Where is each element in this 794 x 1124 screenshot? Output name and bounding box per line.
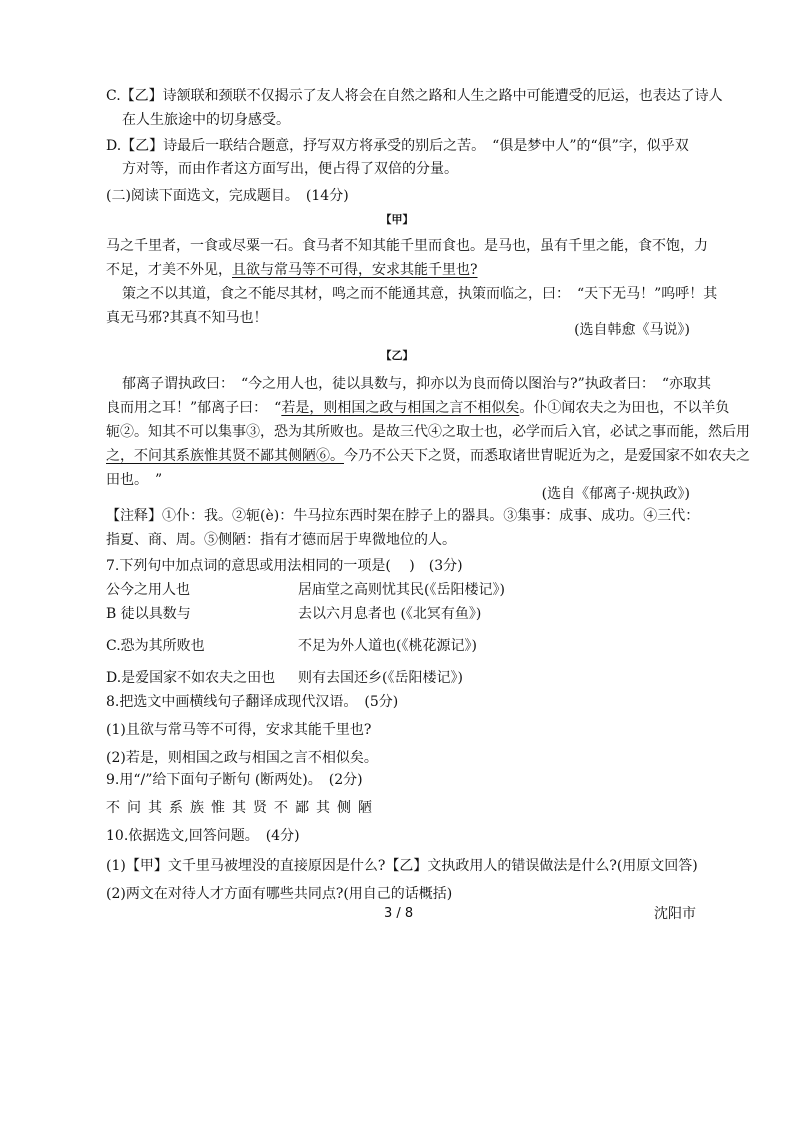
q9-stem: 9.用“/”给下面句子断句 (断两处)。 (2分) xyxy=(106,772,363,788)
passage-yi-line5: 田也。 ” xyxy=(106,472,163,488)
q7-row-b-left: B 徒以具数与 xyxy=(106,606,191,622)
q8-sentence-2: (2)若是，则相国之政与相国之言不相似矣。 xyxy=(106,750,378,766)
option-c-line1: C.【乙】诗颔联和颈联不仅揭示了友人将会在自然之路和人生之路中可能遭受的厄运，也表达了诗人 xyxy=(106,88,723,104)
passage-jia-p1-line2 xyxy=(106,260,478,280)
passage-yi-line4-text: 今乃不公天下之贤，而悉取诸世胄昵近为之，是爱国家不如农夫之 xyxy=(344,448,750,464)
passage-jia-p2-line2: 真无马邪?其真不知马也！ xyxy=(106,310,268,326)
underlined-sentence-2: 若是，则相国之政与相国之言不相似矣 xyxy=(281,400,520,416)
passage-yi-line4 xyxy=(106,446,750,466)
footer-city: 沈阳市 xyxy=(654,906,696,922)
q8-stem: 8.把选文中画横线句子翻译成现代汉语。 (5分) xyxy=(106,694,399,710)
passage-yi-source: (选自《郁离子·规执政》) xyxy=(541,486,690,502)
passage-yi-line2-text-a: 良而用之耳！”郁离子曰： “ xyxy=(106,400,282,416)
passage-yi-tag: 【乙】 xyxy=(380,349,414,362)
section-heading: (二)阅读下面选文，完成题目。 (14分) xyxy=(106,188,349,204)
passage-jia-p1-line1: 马之千里者，一食或尽粟一石。食马者不知其能千里而食也。是马也，虽有千里之能，食不饱，力 xyxy=(106,238,708,254)
underlined-sentence-3: 之，不问其系族惟其贤不鄙其侧陋⑥。 xyxy=(106,448,344,464)
underlined-sentence-1: 且欲与常马等不可得，安求其能千里也? xyxy=(232,262,478,278)
q7-row-a-right: 居庙堂之高则忧其民(《岳阳楼记》) xyxy=(298,582,505,598)
notes-line2: 指夏、商、周。⑤侧陋：指有才德而居于卑微地位的人。 xyxy=(106,532,456,548)
q9-sentence: 不问其系族惟其贤不鄙其侧陋 xyxy=(106,800,379,816)
passage-jia-tag: 【甲】 xyxy=(380,213,414,226)
q7-row-d-right: 则有去国还乡(《岳阳楼记》) xyxy=(298,670,463,686)
passage-yi-line2-text-b: 。仆①闻农夫之为田也，不以羊负 xyxy=(519,400,730,416)
passage-jia-p1-line2-text: 不足，才美不外见， xyxy=(106,262,232,278)
passage-yi-line2 xyxy=(106,398,729,418)
q7-row-c-right: 不足为外人道也(《桃花源记》) xyxy=(298,638,477,654)
q7-row-a-left: 公今之用人也 xyxy=(106,582,190,598)
passage-jia-source: (选自韩愈《马说》) xyxy=(574,322,690,338)
q8-sentence-1: (1)且欲与常马等不可得，安求其能千里也? xyxy=(106,722,372,738)
notes-line1: 【注释】①仆：我。②轭(è)：牛马拉东西时架在脖子上的器具。③集事：成事、成功。④三代： xyxy=(106,508,700,524)
passage-yi-line3: 轭②。知其不可以集事③，恐为其所败也。是故三代④之取士也，必学而后入官，必试之事而能，然后用 xyxy=(106,424,750,440)
option-d-line2: 方对等，而由作者这方面写出，便占得了双倍的分量。 xyxy=(122,161,458,177)
passage-yi-line1: 郁离子谓执政曰： “今之用人也，徒以具数与，抑亦以为良而倚以图治与?”执政者曰： “亦取其 xyxy=(122,376,711,392)
q7-row-b-right: 去以六月息者也 (《北冥有鱼》) xyxy=(298,606,482,622)
q7-stem: 7.下列句中加点词的意思或用法相同的一项是( ) (3分) xyxy=(106,558,463,574)
q10-sentence-1: (1)【甲】文千里马被埋没的直接原因是什么?【乙】文执政用人的错误做法是什么?(用原文回答) xyxy=(106,858,698,874)
passage-jia-p2-line1: 策之不以其道，食之不能尽其材，鸣之而不能通其意，执策而临之，曰： “天下无马！”呜呼！其 xyxy=(122,286,718,302)
option-d-line1: D.【乙】诗最后一联结合题意，抒写双方将承受的别后之苦。 “俱是梦中人”的“俱”字，似乎双 xyxy=(106,138,689,154)
q10-stem: 10.依据选文,回答问题。 (4分) xyxy=(106,828,300,844)
page-number: 3 / 8 xyxy=(384,906,414,921)
q7-row-d-left: D.是爱国家不如农夫之田也 xyxy=(106,670,276,686)
option-c-line2: 在人生旅途中的切身感受。 xyxy=(122,112,290,128)
q10-sentence-2: (2)两文在对待人才方面有哪些共同点?(用自己的话概括) xyxy=(106,886,453,902)
q7-row-c-left: C.恐为其所败也 xyxy=(106,638,205,654)
